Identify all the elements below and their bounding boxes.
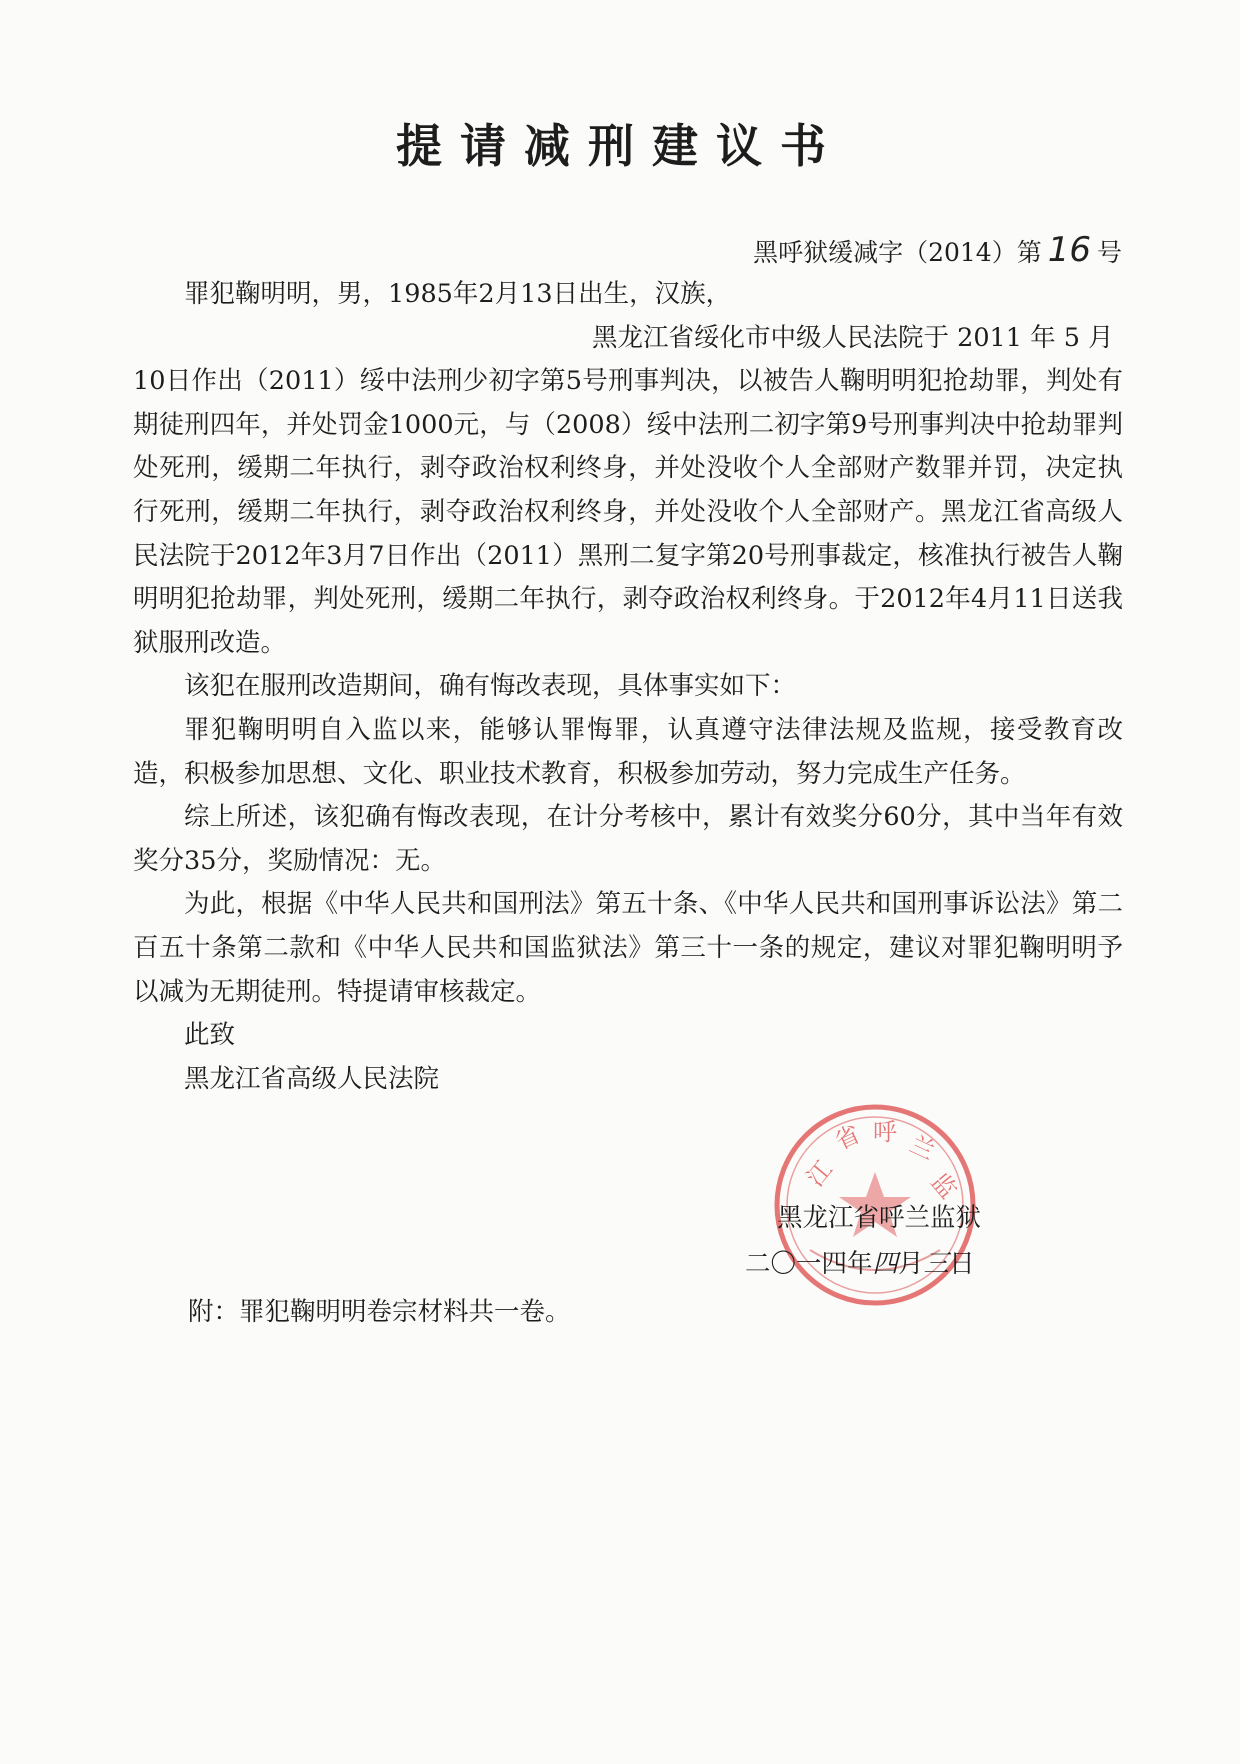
- paragraph-facts: 罪犯鞠明明自入监以来，能够认罪悔罪，认真遵守法律法规及监规，接受教育改造，积极参加思想、文化、职业技术教育，积极参加劳动，努力完成生产任务。: [133, 714, 1123, 789]
- paragraph-summary: 综上所述，该犯确有悔改表现，在计分考核中，累计有效奖分60分，其中当年有效奖分35分，奖励情况：无。: [133, 802, 1123, 876]
- svg-text:呼: 呼: [873, 1118, 897, 1146]
- date-month-handwritten: 四: [872, 1249, 899, 1279]
- svg-text:监: 监: [925, 1167, 963, 1205]
- doc-number-suffix: 号: [1096, 238, 1122, 267]
- paragraph-proposal: 为此，根据《中华人民共和国刑法》第五十条、《中华人民共和国刑事诉讼法》第二百五十条第二款和《中华人民共和国监狱法》第三十一条的规定，建议对罪犯鞠明明予以减为无期徒刑。特提请审核裁定。: [133, 889, 1123, 1007]
- intro-line-2: 黑龙江省绥化市中级人民法院于 2011 年 5 月: [592, 322, 1114, 353]
- doc-number-prefix: 黑呼狱缓减字（2014）第: [753, 238, 1042, 267]
- signer: 黑龙江省呼兰监狱: [777, 1203, 982, 1233]
- paragraph-facts-intro: 该犯在服刑改造期间，确有悔改表现，具体事实如下：: [184, 671, 797, 702]
- document-number: [753, 230, 1122, 270]
- paragraph-judgment: 10日作出（2011）绥中法刑少初字第5号刑事判决，以被告人鞠明明犯抢劫罪，判处有期徒刑四年，并处罚金1000元，与（2008）绥中法刑二初字第9号刑事判决中抢劫罪判处死刑，缓期二年执行，剥夺政治权利终身，并处没收个人全部财产数罪并罚，决定执行死刑，缓期二年执行，剥夺政治权利终身，并处没收个人全部财产。黑龙江省高级人民法院于2012年3月7日作出（2011）黑刑二复字第20号刑事裁定，核准执行被告人鞠明明犯抢劫罪，判处死刑，缓期二年执行，剥夺政治权利终身。于2012年4月11日送我狱服刑改造。: [133, 366, 1123, 658]
- svg-text:兰: 兰: [905, 1130, 940, 1166]
- svg-text:省: 省: [830, 1119, 865, 1156]
- document-body: [133, 273, 1123, 1101]
- signature-date: [745, 1244, 975, 1280]
- svg-text:江: 江: [801, 1155, 839, 1192]
- document-title: 提请减刑建议书: [396, 119, 844, 173]
- recipient: 黑龙江省高级人民法院: [184, 1063, 440, 1094]
- date-year: 二〇一四年: [745, 1249, 873, 1279]
- attachment-note: 附：罪犯鞠明明卷宗材料共一卷。: [188, 1297, 571, 1327]
- intro-line-1: 罪犯鞠明明，男，1985年2月13日出生，汉族，: [184, 279, 732, 309]
- date-month-suffix: 月: [898, 1249, 924, 1279]
- doc-number-handwritten: 16: [1047, 230, 1091, 270]
- salutation: 此致: [184, 1020, 236, 1051]
- date-day-handwritten: 三: [923, 1249, 950, 1279]
- date-day-suffix: 日: [949, 1249, 975, 1279]
